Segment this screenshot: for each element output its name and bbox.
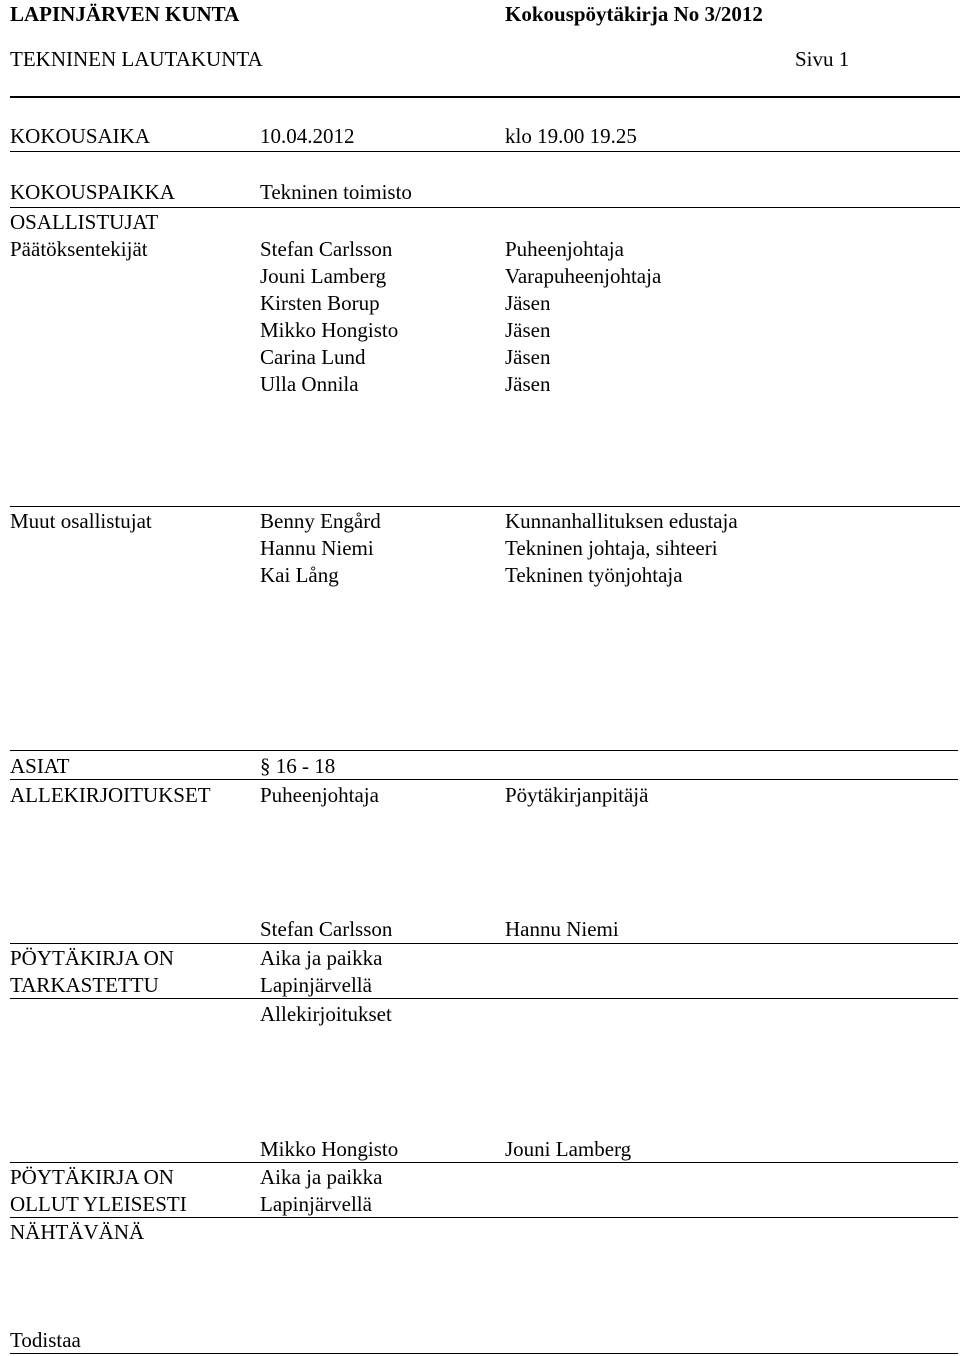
other-role: Kunnanhallituksen edustaja xyxy=(505,509,738,533)
certify-label: Todistaa xyxy=(10,1328,81,1352)
other-name: Hannu Niemi xyxy=(260,536,374,560)
public-place: Lapinjärvellä xyxy=(260,1192,372,1216)
member-role: Jäsen xyxy=(505,318,551,342)
secretary-label: Pöytäkirjanpitäjä xyxy=(505,783,649,807)
other-participants-label: Muut osallistujat xyxy=(10,509,152,533)
meeting-place-label: KOKOUSPAIKKA xyxy=(10,180,175,204)
meeting-time-label: KOKOUSAIKA xyxy=(10,124,150,148)
checked-label-line2: TARKASTETTU xyxy=(10,973,159,997)
document-title: Kokouspöytäkirja No 3/2012 xyxy=(505,2,763,26)
secretary-name: Hannu Niemi xyxy=(505,917,619,941)
signatures-label: ALLEKIRJOITUKSET xyxy=(10,783,211,807)
member-name: Stefan Carlsson xyxy=(260,237,393,261)
member-role: Jäsen xyxy=(505,291,551,315)
member-role: Varapuheenjohtaja xyxy=(505,264,662,288)
member-role: Jäsen xyxy=(505,345,551,369)
checked-label-line1: PÖYTÄKIRJA ON xyxy=(10,946,174,970)
checked-place-time-label: Aika ja paikka xyxy=(260,946,383,970)
member-name: Carina Lund xyxy=(260,345,366,369)
member-name: Ulla Onnila xyxy=(260,372,359,396)
member-name: Mikko Hongisto xyxy=(260,318,399,342)
checked-place: Lapinjärvellä xyxy=(260,973,372,997)
checked-signatures-label: Allekirjoitukset xyxy=(260,1002,392,1026)
chair-label: Puheenjohtaja xyxy=(260,783,379,807)
public-label-line2: OLLUT YLEISESTI xyxy=(10,1192,187,1216)
divider xyxy=(10,998,958,999)
checker1-name: Mikko Hongisto xyxy=(260,1137,399,1161)
items-value: § 16 - 18 xyxy=(260,754,336,778)
meeting-time: klo 19.00 19.25 xyxy=(505,124,637,148)
header-divider xyxy=(10,96,960,98)
divider xyxy=(10,207,960,208)
page-number: Sivu 1 xyxy=(795,47,850,71)
divider xyxy=(10,943,958,944)
divider xyxy=(10,1353,958,1354)
public-place-time-label: Aika ja paikka xyxy=(260,1165,383,1189)
divider xyxy=(10,1162,958,1163)
meeting-date: 10.04.2012 xyxy=(260,124,355,148)
divider xyxy=(10,1217,958,1218)
meeting-place: Tekninen toimisto xyxy=(260,180,412,204)
other-role: Tekninen työnjohtaja xyxy=(505,563,683,587)
divider xyxy=(10,506,960,507)
chair-name: Stefan Carlsson xyxy=(260,917,393,941)
member-role: Puheenjohtaja xyxy=(505,237,624,261)
member-role: Jäsen xyxy=(505,372,551,396)
member-name: Jouni Lamberg xyxy=(260,264,387,288)
decision-makers-label: Päätöksentekijät xyxy=(10,237,148,261)
divider xyxy=(10,750,958,751)
items-label: ASIAT xyxy=(10,754,70,778)
other-name: Benny Engård xyxy=(260,509,381,533)
other-name: Kai Lång xyxy=(260,563,339,587)
public-label-line1: PÖYTÄKIRJA ON xyxy=(10,1165,174,1189)
other-role: Tekninen johtaja, sihteeri xyxy=(505,536,718,560)
municipality-name: LAPINJÄRVEN KUNTA xyxy=(10,2,240,26)
divider xyxy=(10,151,960,152)
board-name: TEKNINEN LAUTAKUNTA xyxy=(10,47,263,71)
public-label-line3: NÄHTÄVÄNÄ xyxy=(10,1220,145,1244)
divider xyxy=(10,779,958,780)
participants-label: OSALLISTUJAT xyxy=(10,210,159,234)
member-name: Kirsten Borup xyxy=(260,291,380,315)
checker2-name: Jouni Lamberg xyxy=(505,1137,632,1161)
